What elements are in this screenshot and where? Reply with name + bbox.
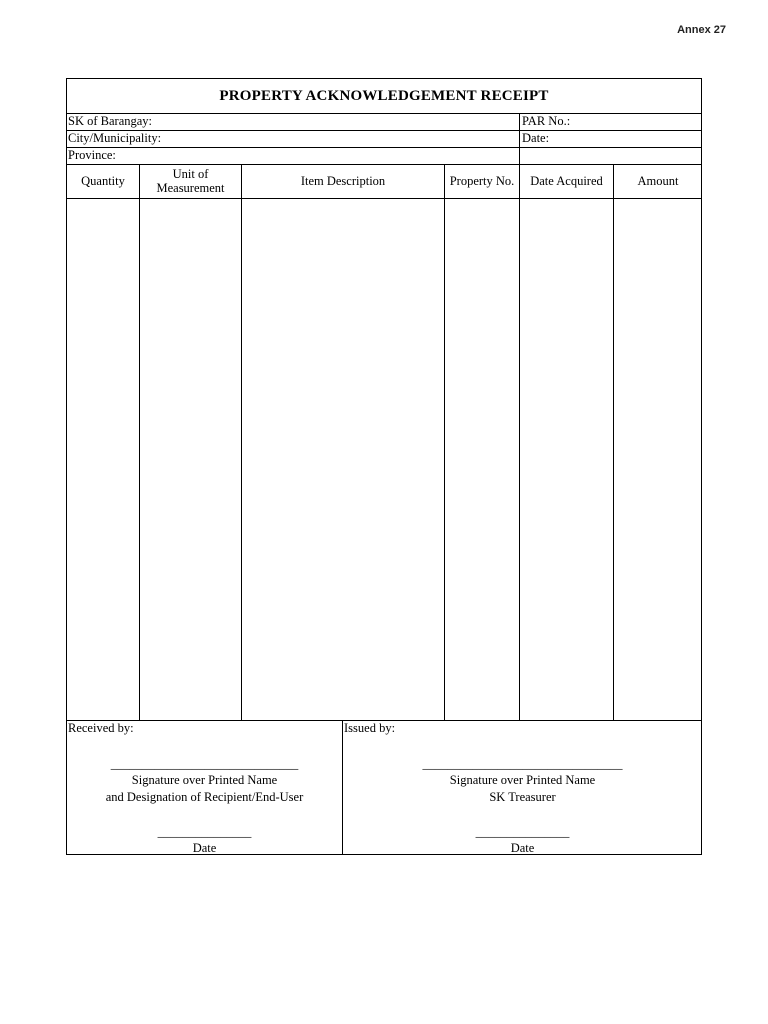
par-no-label: PAR No.: [522,114,571,128]
province-label: Province: [68,148,116,162]
row-city [67,130,701,148]
column-line [444,164,445,720]
col-property-no: Property No. [449,174,515,188]
column-line [241,164,242,720]
issued-treasurer-caption: SK Treasurer [489,790,556,804]
received-by-label: Received by: [68,721,134,735]
column-line [519,164,520,720]
received-designation-caption: and Designation of Recipient/End-User [105,790,304,804]
col-date-acquired: Date Acquired [530,174,603,188]
received-signature-line: ______________________________ [110,757,299,771]
row-barangay [67,113,701,131]
col-item-description: Item Description [300,174,386,188]
received-signature-caption: Signature over Printed Name [131,773,278,787]
row-province [67,147,701,165]
city-municipality-label: City/Municipality: [68,131,162,145]
issued-by-label: Issued by: [344,721,396,735]
property-acknowledgement-form [66,78,702,855]
signature-section [67,720,701,854]
issued-signature-line: ________________________________ [422,757,623,771]
column-line [613,164,614,720]
column-line [139,164,140,720]
form-title: PROPERTY ACKNOWLEDGEMENT RECEIPT [67,79,701,114]
col-quantity: Quantity [81,174,125,188]
issued-date-line: _______________ [475,825,570,839]
received-date-caption: Date [192,841,217,855]
received-date-line: _______________ [157,825,252,839]
sk-barangay-label: SK of Barangay: [68,114,153,128]
info-divider [519,113,520,164]
date-label: Date: [522,131,550,145]
issued-date-caption: Date [510,841,535,855]
annex-label: Annex 27 [677,24,726,36]
issued-signature-caption: Signature over Printed Name [449,773,596,787]
table-header [67,164,701,199]
col-amount: Amount [637,174,679,188]
col-unit-of-measurement: Unit of Measurement [156,167,225,195]
